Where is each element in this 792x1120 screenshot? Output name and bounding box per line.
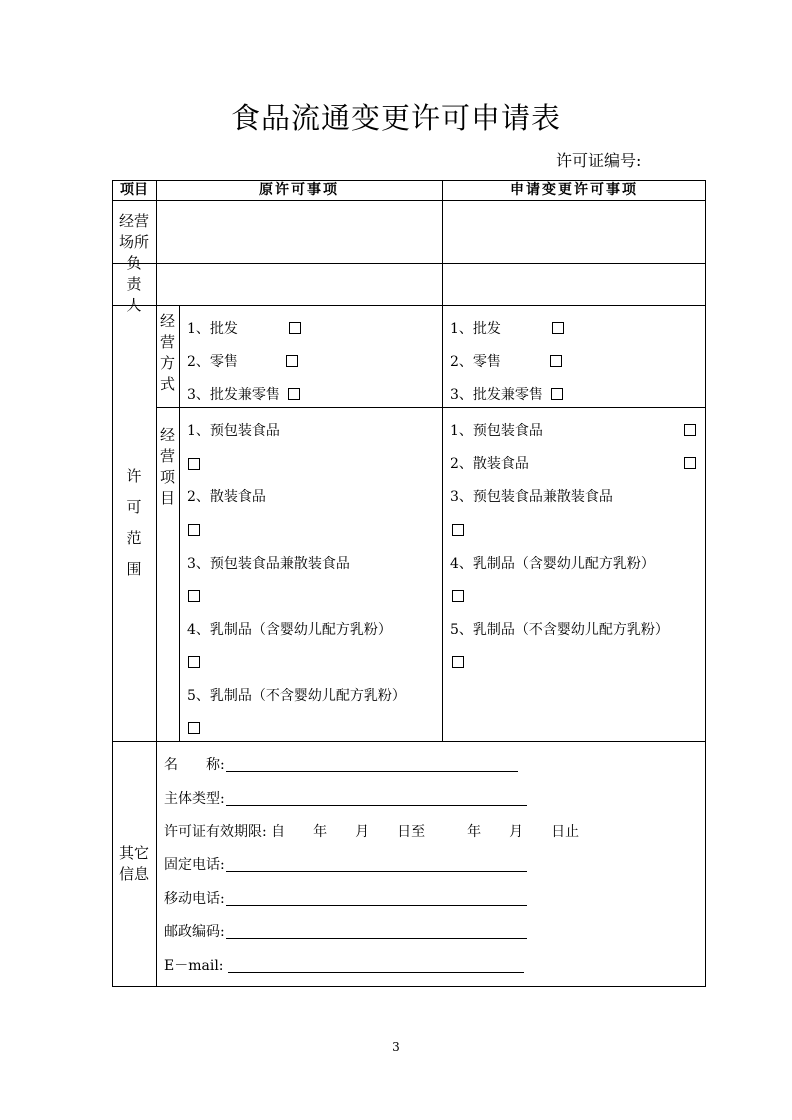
- application-form-table: [112, 180, 706, 987]
- original-item-dairy-with-formula-checkbox[interactable]: [188, 656, 200, 668]
- changed-mode-wholesale: 1、批发: [450, 321, 501, 337]
- table-border-bottom: [112, 986, 706, 987]
- label-premises: 经营场所: [118, 211, 149, 251]
- original-item-bulk-checkbox[interactable]: [188, 524, 200, 536]
- divider-responsible: [112, 305, 706, 306]
- divider-middle-column: [442, 180, 443, 741]
- original-mode-wholesale-checkbox[interactable]: [289, 322, 301, 334]
- changed-item-bulk: 2、散装食品: [450, 456, 529, 472]
- label-mode-wrap: [156, 305, 179, 407]
- other-email-label: E－mail:: [164, 958, 224, 974]
- original-item-both: 3、预包装食品兼散装食品: [187, 556, 350, 572]
- original-mode-retail: 2、零售: [187, 354, 238, 370]
- header-original: 原许可事项: [259, 181, 339, 198]
- original-mode-wholesale: 1、批发: [187, 321, 238, 337]
- divider-mode: [156, 407, 706, 408]
- label-scope-wrap: [112, 305, 156, 741]
- label-items-wrap: [156, 407, 179, 741]
- label-other: 其它信息: [118, 843, 149, 883]
- changed-mode-retail-checkbox[interactable]: [550, 355, 562, 367]
- other-validity-label: 许可证有效期限: 自 年 月 日至 年 月 日止: [164, 824, 580, 840]
- label-responsible-wrap: [112, 253, 156, 314]
- label-items: 经营项目: [159, 426, 175, 507]
- other-email-field[interactable]: [228, 972, 524, 973]
- changed-item-dairy-without-formula-checkbox[interactable]: [452, 656, 464, 668]
- changed-item-both-checkbox[interactable]: [452, 524, 464, 536]
- divider-scope: [112, 741, 706, 742]
- table-border-right: [705, 180, 706, 987]
- original-item-dairy-without-formula: 5、乳制品（不含婴幼儿配方乳粉）: [187, 688, 406, 704]
- header-item: 项目: [120, 181, 148, 198]
- other-entity-type-field[interactable]: [226, 805, 527, 806]
- original-mode-both-checkbox[interactable]: [288, 388, 300, 400]
- changed-item-prepackaged: 1、预包装食品: [450, 423, 543, 439]
- other-landline-field[interactable]: [226, 871, 527, 872]
- other-entity-type-label: 主体类型:: [164, 791, 225, 807]
- page-number: 3: [392, 1040, 400, 1054]
- original-mode-both: 3、批发兼零售: [187, 387, 280, 403]
- original-item-both-checkbox[interactable]: [188, 590, 200, 602]
- changed-mode-wholesale-checkbox[interactable]: [552, 322, 564, 334]
- changed-mode-both: 3、批发兼零售: [450, 387, 543, 403]
- changed-item-bulk-checkbox[interactable]: [684, 457, 696, 469]
- changed-item-dairy-with-formula: 4、乳制品（含婴幼儿配方乳粉）: [450, 556, 655, 572]
- other-postal-field[interactable]: [226, 938, 527, 939]
- changed-item-both: 3、预包装食品兼散装食品: [450, 489, 613, 505]
- divider-premises: [112, 263, 706, 264]
- changed-item-dairy-without-formula: 5、乳制品（不含婴幼儿配方乳粉）: [450, 622, 669, 638]
- original-item-dairy-without-formula-checkbox[interactable]: [188, 722, 200, 734]
- other-name-field[interactable]: [226, 771, 518, 772]
- changed-mode-retail: 2、零售: [450, 354, 501, 370]
- changed-item-prepackaged-checkbox[interactable]: [684, 424, 696, 436]
- page-title: 食品流通变更许可申请表: [230, 101, 561, 135]
- header-changed: 申请变更许可事项: [510, 181, 638, 198]
- original-item-bulk: 2、散装食品: [187, 489, 266, 505]
- changed-mode-both-checkbox[interactable]: [551, 388, 563, 400]
- other-landline-label: 固定电话:: [164, 857, 225, 873]
- label-responsible: 负责人: [126, 253, 142, 314]
- label-mode: 经营方式: [159, 312, 175, 393]
- original-item-prepackaged: 1、预包装食品: [187, 423, 280, 439]
- label-scope: 许可范围: [126, 467, 142, 578]
- other-mobile-field[interactable]: [226, 905, 527, 906]
- original-item-dairy-with-formula: 4、乳制品（含婴幼儿配方乳粉）: [187, 622, 392, 638]
- changed-item-dairy-with-formula-checkbox[interactable]: [452, 590, 464, 602]
- original-item-prepackaged-checkbox[interactable]: [188, 458, 200, 470]
- divider-sub-column: [179, 305, 180, 741]
- other-name-label: 名 称:: [164, 757, 225, 773]
- original-mode-retail-checkbox[interactable]: [286, 355, 298, 367]
- label-other-wrap: [112, 741, 156, 986]
- license-number-label: 许可证编号:: [556, 151, 642, 170]
- other-mobile-label: 移动电话:: [164, 891, 225, 907]
- other-postal-label: 邮政编码:: [164, 924, 225, 940]
